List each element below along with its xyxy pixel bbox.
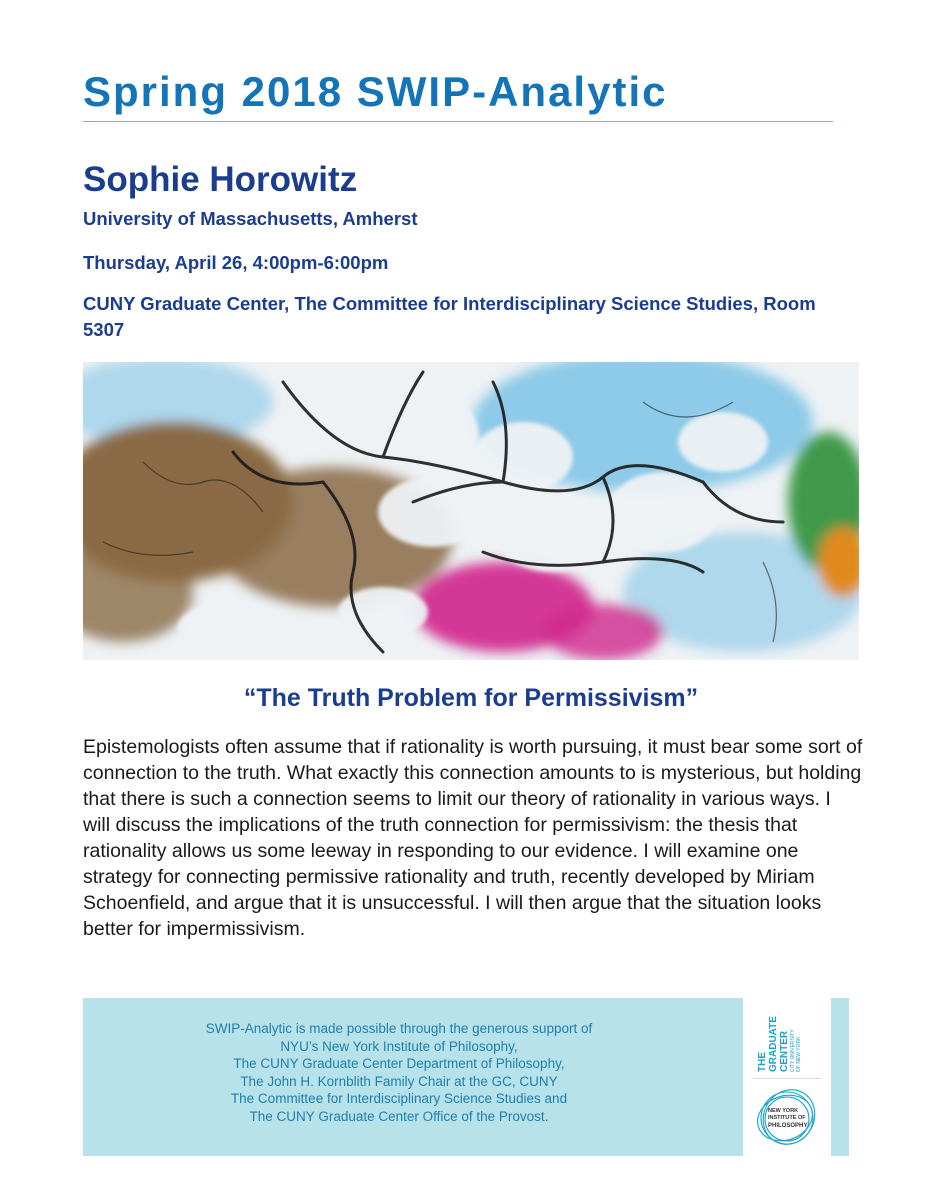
speaker-name: Sophie Horowitz — [83, 160, 358, 199]
event-venue: CUNY Graduate Center, The Committee for Interdisciplinary Science Studies, Room 5307 — [83, 293, 816, 340]
logo-divider — [753, 1078, 821, 1079]
title-divider — [83, 121, 833, 122]
talk-abstract: Epistemologists often assume that if rationality is worth pursuing, it must bear some sort of connection to the truth. What exactly this connection amounts to is mysterious, but holding that there is such a connection seems to limit our theory of rationality in various ways. I will discuss the implications of the truth connection for permissivism: the thesis that rationality allows us some leeway in responding to our evidence. I will examine one strategy for connecting permissive rationality and truth, recently developed by Miriam Schoenfield, and argue that it is unsuccessful. I will then argue that the situation looks better for impermissivism. — [83, 736, 863, 940]
abstract-fluid-artwork — [83, 362, 859, 660]
gc-logo-sub1: CITY UNIVERSITY — [790, 1029, 796, 1072]
graduate-center-logo — [743, 998, 831, 1076]
sponsor-line: NYU’s New York Institute of Philosophy, — [280, 1038, 518, 1054]
sponsor-line: The Committee for Interdisciplinary Science Studies and — [230, 1091, 568, 1106]
gc-logo-line3: CENTER — [779, 1030, 790, 1072]
new-york-institute-of-philosophy-logo — [743, 1082, 831, 1154]
sponsor-line: SWIP-Analytic is made possible through the generous support of — [205, 1021, 593, 1036]
talk-title: “The Truth Problem for Permissivism” — [243, 684, 699, 712]
sponsor-text — [83, 1020, 715, 1125]
sponsor-line: The CUNY Graduate Center Office of the Provost. — [249, 1108, 549, 1124]
event-date-time: Thursday, April 26, 4:00pm-6:00pm — [83, 252, 389, 273]
gc-logo-sub2: OF NEW YORK — [796, 1036, 802, 1072]
sponsor-box — [83, 998, 849, 1156]
sponsor-logo-panel — [743, 998, 831, 1156]
nyip-logo-line3: PHILOSOPHY — [768, 1123, 808, 1129]
nyip-logo-line1: NEW YORK — [768, 1108, 799, 1114]
nyip-logo-line2: INSTITUTE OF — [768, 1115, 806, 1121]
series-title: Spring 2018 SWIP-Analytic — [83, 68, 668, 115]
sponsor-line: The John H. Kornblith Family Chair at the GC, CUNY — [240, 1073, 558, 1089]
speaker-affiliation: University of Massachusetts, Amherst — [83, 208, 418, 229]
sponsor-line: The CUNY Graduate Center Department of Philosophy, — [233, 1056, 565, 1071]
gc-logo-line2: GRADUATE — [768, 1016, 779, 1072]
gc-logo-line1: THE — [757, 1052, 768, 1072]
